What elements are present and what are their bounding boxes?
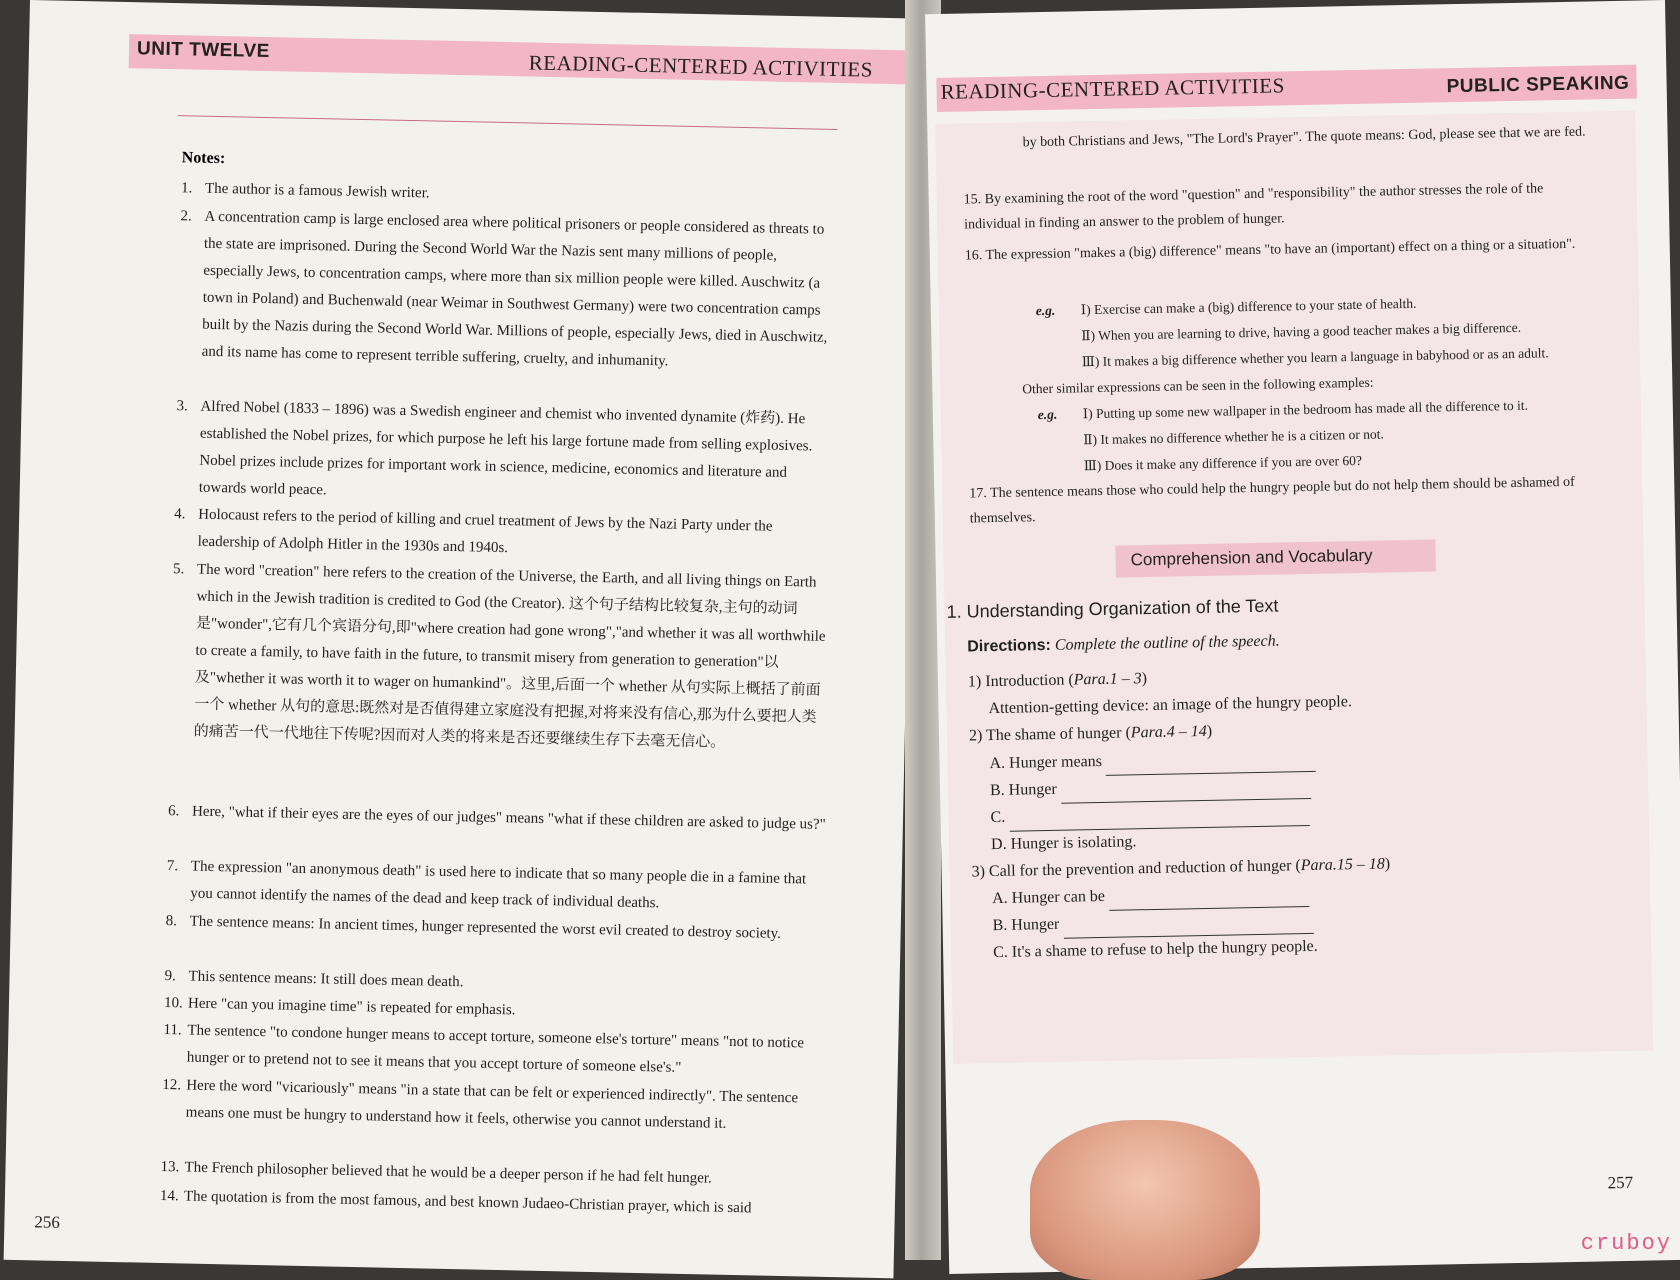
example-2-2: Ⅱ) It makes no difference whether he is a citizen or not. — [1083, 426, 1384, 448]
unit-title: UNIT TWELVE — [136, 38, 271, 63]
example-2-3: Ⅲ) Does it make any difference if you are over 60? — [1083, 452, 1363, 474]
eg-label-1: e.g. — [1035, 302, 1056, 319]
example-2-1: Ⅰ) Putting up some new wallpaper in the bedroom has made all the difference to it. — [1082, 397, 1529, 422]
note-2: 2. A concentration camp is large enclosed area where political prisoners or people considered as threats to the state are imprisoned. During the Second World War the Nazis sent many millions of people, especially Jews, to concentration camps, where more than six million people were killed. Auschwitz (a town in Poland) and Buchenwald (near Weimar in Southwest Germany) were two concentration camps built by the Nazis during the Second World War. Millions of people, especially Jews, died in Auschwitz, and its name has come to represent terrible suffering, cruelty, and inhumanity. — [180, 208, 828, 370]
note-14-continued: by both Christians and Jews, "The Lord's Prayer". The quote means: God, please see that we are fed. — [1022, 124, 1586, 151]
directions: Directions: Complete the outline of the speech. — [967, 632, 1280, 656]
note-17: 17. The sentence means those who could help the hungry people but do not help them should be ashamed of themselves. — [969, 474, 1575, 527]
section-title: Comprehension and Vocabulary — [1130, 545, 1373, 570]
notes-rule — [178, 115, 838, 130]
note-12: 12. Here the word "vicariously" means "in a state that can be felt or experienced indirectly". The sentence means one must be hungry to understand how it feels, otherwise you cannot understand it. — [162, 1077, 799, 1132]
note-1: 1. The author is a famous Jewish writer. — [180, 180, 430, 202]
note-7: 7. The expression "an anonymous death" is used here to indicate that so many people die in a famine that you cannot identify the names of the dead and keep track of individual deaths. — [166, 858, 807, 912]
exercise-title: 1. Understanding Organization of the Text — [946, 595, 1279, 622]
note-10: 10. Here "can you imagine time" is repeated for emphasis. — [163, 995, 516, 1019]
left-page — [4, 0, 920, 1278]
note-8: 8. The sentence means: In ancient times, hunger represented the worst evil created to destroy society. — [165, 913, 782, 942]
right-page-number: 257 — [1607, 1172, 1634, 1193]
other-expressions: Other similar expressions can be seen in the following examples: — [1022, 374, 1374, 397]
watermark: cruboy — [1580, 1231, 1672, 1256]
outline-2b: B. Hunger — [990, 771, 1311, 805]
left-page-number: 256 — [34, 1212, 61, 1232]
note-15: 15. By examining the root of the word "question" and "responsibility" the author stresses the role of the individual in finding an answer to the problem of hunger. — [963, 181, 1544, 233]
outline-2a: A. Hunger means — [989, 744, 1316, 778]
outline-shame-of-hunger: 2) The shame of hunger (Para.4 – 14) — [968, 722, 1213, 745]
thumb-photo — [1030, 1120, 1260, 1280]
outline-call-for-prevention: 3) Call for the prevention and reduction of hunger (Para.15 – 18) — [971, 855, 1391, 881]
note-5: 5. The word "creation" here refers to the creation of the Universe, the Earth, and all living things on Earth which in the Jewish tradition is credited to God (the Creator). 这个句子结构比较复杂,主句的动词是"wonder",它有几个宾语分句,即"where creation had gone wrong","and whether it was all worthwhile to create a family, to have faith in the future, to transmit misery from generation to generation"以及"whether it was worth it to wager on humankind"。这里,后面一个 whether 从句实际上概括了前面一个 whether 从句的意思:既然对是否值得建立家庭没有把握,对将来没有信心,那为什么要把人类的痛苦一代一代地往下传呢?因而对人类的将来是否还要继续生存下去毫无信心。 — [172, 561, 826, 751]
eg-label-2: e.g. — [1037, 406, 1058, 423]
right-section-title: READING-CENTERED ACTIVITIES — [940, 73, 1286, 104]
note-9: 9. This sentence means: It still does mean death. — [164, 968, 464, 991]
notes-heading: Notes: — [181, 149, 226, 168]
chapter-title: PUBLIC SPEAKING — [1446, 72, 1630, 98]
right-page — [925, 0, 1680, 1274]
outline-3c: C. It's a shame to refuse to help the hungry people. — [993, 937, 1318, 962]
outline-attention-getter: Attention-getting device: an image of the hungry people. — [988, 693, 1353, 718]
note-14: 14. The quotation is from the most famous, and best known Judaeo-Christian prayer, which is said — [159, 1187, 752, 1217]
example-1-1: Ⅰ) Exercise can make a (big) difference to your state of health. — [1080, 295, 1417, 318]
note-13: 13. The French philosopher believed that he would be a deeper person if he had felt hunger. — [160, 1158, 712, 1187]
note-6: 6. Here, "what if their eyes are the eyes of our judges" means "what if these children are asked to judge us?" — [167, 803, 826, 833]
note-16: 16. The expression "makes a (big) difference" means "to have an (important) effect on a thing or a situation". — [964, 236, 1576, 264]
note-3: 3. Alfred Nobel (1833 – 1896) was a Swedish engineer and chemist who invented dynamite (炸药). He established the Nobel prizes, for which purpose he left his large fortune made from selling explosives. Nobel prizes include prizes for important work in science, medicine, economics and literature and towards world peace. — [176, 398, 813, 499]
example-1-3: Ⅲ) It makes a big difference whether you learn a language in babyhood or as an adult. — [1081, 345, 1549, 370]
example-1-2: Ⅱ) When you are learning to drive, having a good teacher makes a big difference. — [1081, 319, 1522, 344]
outline-introduction: 1) Introduction (Para.1 – 3) — [967, 670, 1148, 691]
outline-3a: A. Hunger can be — [992, 879, 1309, 913]
note-4: 4. Holocaust refers to the period of killing and cruel treatment of Jews by the Nazi Party under the leadership of Adolph Hitler in the 1930s and 1940s. — [174, 506, 773, 557]
outline-3b: B. Hunger — [992, 906, 1313, 940]
outline-2c: C. — [990, 798, 1309, 832]
left-section-title: READING-CENTERED ACTIVITIES — [528, 50, 874, 82]
note-11: 11. The sentence "to condone hunger means to accept torture, someone else's torture" means "not to notice hunger or to pretend not to see it means that you accept torture of someone else's." — [163, 1022, 805, 1076]
outline-2d: D. Hunger is isolating. — [990, 833, 1137, 854]
